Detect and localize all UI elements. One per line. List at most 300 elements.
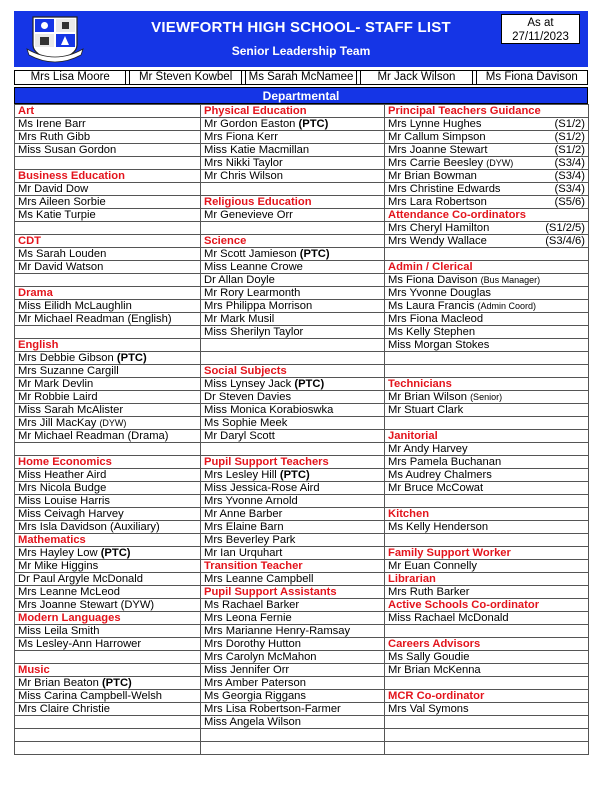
- staff-cell: [201, 118, 385, 131]
- department-heading: Science: [201, 235, 385, 248]
- slt-member: Mr Jack Wilson: [360, 71, 472, 84]
- staff-name: Ms Fiona Davison: [388, 274, 478, 286]
- empty-cell: [201, 222, 385, 235]
- empty-cell: [201, 443, 385, 456]
- table-row: [15, 404, 589, 417]
- table-row: [15, 560, 589, 573]
- staff-name: Mrs Leanne McLeod: [18, 586, 120, 598]
- staff-cell: [385, 651, 589, 664]
- staff-table: [14, 104, 589, 755]
- slt-member: Mr Steven Kowbel: [129, 71, 241, 84]
- staff-cell: [385, 339, 589, 352]
- staff-name: Mr David Watson: [18, 261, 104, 273]
- empty-cell: [385, 534, 589, 547]
- staff-cell: [201, 651, 385, 664]
- as-at-label: As at: [527, 17, 554, 29]
- staff-name: Mrs Lynne Hughes: [388, 118, 482, 130]
- ptc-tag: (PTC): [101, 677, 132, 689]
- staff-cell: [15, 313, 201, 326]
- role-note: (Senior): [470, 392, 503, 402]
- staff-name: Ms Kelly Henderson: [388, 521, 489, 533]
- staff-name: Mr Callum Simpson: [388, 131, 486, 143]
- department-heading: Active Schools Co-ordinator: [385, 599, 589, 612]
- role-note: (Drama): [127, 430, 169, 442]
- department-heading: CDT: [15, 235, 201, 248]
- staff-name: Mrs Christine Edwards: [388, 183, 501, 195]
- staff-name: Miss Ceivagh Harvey: [18, 508, 124, 520]
- staff-cell: [15, 703, 201, 716]
- table-row: [15, 261, 589, 274]
- staff-cell: [385, 664, 589, 677]
- staff-cell: [201, 690, 385, 703]
- staff-name: Ms Sarah Louden: [18, 248, 107, 260]
- table-row: [15, 196, 589, 209]
- staff-cell: [15, 404, 201, 417]
- staff-cell: [385, 274, 589, 287]
- staff-name: Miss Jennifer Orr: [204, 664, 290, 676]
- department-heading: Family Support Worker: [385, 547, 589, 560]
- table-row: [15, 599, 589, 612]
- department-heading: Social Subjects: [201, 365, 385, 378]
- staff-name: Dr Steven Davies: [204, 391, 292, 403]
- table-row: [15, 430, 589, 443]
- staff-name: Mrs Jill MacKay: [18, 417, 97, 429]
- staff-name: Mr David Dow: [18, 183, 89, 195]
- staff-cell: [15, 378, 201, 391]
- table-row: [15, 352, 589, 365]
- staff-cell: [385, 391, 589, 404]
- staff-name: Dr Allan Doyle: [204, 274, 275, 286]
- staff-cell: [15, 495, 201, 508]
- staff-name: Mr Mark Devlin: [18, 378, 94, 390]
- empty-cell: [15, 742, 201, 755]
- department-heading: Transition Teacher: [201, 560, 385, 573]
- empty-cell: [385, 742, 589, 755]
- table-row: [15, 157, 589, 170]
- staff-cell: [15, 300, 201, 313]
- page-title: VIEWFORTH HIGH SCHOOL- STAFF LIST: [151, 19, 451, 36]
- staff-cell: [15, 196, 201, 209]
- table-row: [15, 482, 589, 495]
- table-row: [15, 495, 589, 508]
- table-row: [15, 417, 589, 430]
- staff-name: Mrs Aileen Sorbie: [18, 196, 106, 208]
- table-row: [15, 690, 589, 703]
- staff-cell: [385, 196, 589, 209]
- table-row: [15, 222, 589, 235]
- department-heading: Librarian: [385, 573, 589, 586]
- table-row: [15, 521, 589, 534]
- department-heading: MCR Co-ordinator: [385, 690, 589, 703]
- staff-name: Miss Eilidh McLaughlin: [18, 300, 132, 312]
- staff-name: Mr Euan Connelly: [388, 560, 477, 572]
- staff-cell: [15, 625, 201, 638]
- ptc-tag: (PTC): [294, 378, 325, 390]
- table-row: [15, 456, 589, 469]
- table-row: [15, 287, 589, 300]
- department-heading: Admin / Clerical: [385, 261, 589, 274]
- staff-name: Mrs Wendy Wallace: [388, 235, 487, 247]
- staff-cell: [201, 417, 385, 430]
- staff-cell: [385, 313, 589, 326]
- department-heading: Kitchen: [385, 508, 589, 521]
- staff-name: Ms Sophie Meek: [204, 417, 288, 429]
- department-heading: Pupil Support Teachers: [201, 456, 385, 469]
- staff-name: Ms Lesley-Ann Harrower: [18, 638, 142, 650]
- empty-cell: [201, 352, 385, 365]
- table-row: [15, 469, 589, 482]
- department-heading: Mathematics: [15, 534, 201, 547]
- staff-cell: [201, 599, 385, 612]
- table-row: [15, 118, 589, 131]
- staff-name: Mr Michael Readman: [18, 313, 125, 325]
- staff-name: Miss Heather Aird: [18, 469, 107, 481]
- table-row: [15, 105, 589, 118]
- ptc-tag: (PTC): [299, 248, 330, 260]
- staff-name: Ms Katie Turpie: [18, 209, 96, 221]
- staff-name: Miss Lynsey Jack: [204, 378, 292, 390]
- staff-name: Miss Rachael McDonald: [388, 612, 509, 624]
- staff-cell: [15, 248, 201, 261]
- staff-name: Ms Sally Goudie: [388, 651, 470, 663]
- staff-cell: [15, 521, 201, 534]
- staff-cell: [385, 586, 589, 599]
- table-row: [15, 391, 589, 404]
- staff-cell: [385, 118, 589, 131]
- role-note: (Bus Manager): [480, 275, 541, 285]
- staff-cell: [201, 391, 385, 404]
- staff-cell: [201, 469, 385, 482]
- table-row: [15, 339, 589, 352]
- header-banner: [14, 11, 588, 67]
- department-heading: English: [15, 339, 201, 352]
- empty-cell: [385, 352, 589, 365]
- staff-name: Mrs Carolyn McMahon: [204, 651, 317, 663]
- staff-name: Mrs Suzanne Cargill: [18, 365, 119, 377]
- table-row: [15, 183, 589, 196]
- staff-cell: [15, 118, 201, 131]
- staff-name: Mr Chris Wilson: [204, 170, 283, 182]
- staff-cell: [201, 430, 385, 443]
- staff-cell: [201, 677, 385, 690]
- staff-name: Mr Stuart Clark: [388, 404, 464, 416]
- staff-cell: [385, 170, 589, 183]
- table-row: [15, 677, 589, 690]
- department-heading: Home Economics: [15, 456, 201, 469]
- staff-name: Dr Paul Argyle McDonald: [18, 573, 143, 585]
- as-at-box: [501, 14, 580, 44]
- staff-cell: [201, 638, 385, 651]
- departmental-heading: Departmental: [14, 87, 588, 104]
- staff-cell: [201, 157, 385, 170]
- table-row: [15, 547, 589, 560]
- empty-cell: [15, 222, 201, 235]
- staff-cell: [385, 300, 589, 313]
- staff-cell: [15, 573, 201, 586]
- staff-cell: [201, 625, 385, 638]
- role-note: (Auxiliary): [110, 521, 160, 533]
- staff-name: Mrs Lisa Robertson-Farmer: [204, 703, 341, 715]
- staff-name: Mrs Yvonne Douglas: [388, 287, 492, 299]
- table-row: [15, 612, 589, 625]
- table-row: [15, 209, 589, 222]
- table-row: [15, 729, 589, 742]
- staff-name: Miss Angela Wilson: [204, 716, 301, 728]
- slt-member: Mrs Lisa Moore: [14, 71, 126, 84]
- staff-cell: [385, 222, 589, 235]
- staff-cell: [201, 248, 385, 261]
- staff-cell: [15, 482, 201, 495]
- staff-cell: [201, 300, 385, 313]
- staff-name: Mr Scott Jamieson: [204, 248, 297, 260]
- staff-name: Mrs Debbie Gibson: [18, 352, 114, 364]
- staff-name: Mrs Claire Christie: [18, 703, 110, 715]
- staff-name: Mrs Joanne Stewart: [18, 599, 118, 611]
- empty-cell: [385, 495, 589, 508]
- staff-cell: [385, 521, 589, 534]
- staff-cell: [201, 209, 385, 222]
- staff-name: Miss Sherilyn Taylor: [204, 326, 304, 338]
- staff-name: Miss Carina Campbell-Welsh: [18, 690, 163, 702]
- staff-name: Mrs Cheryl Hamilton: [388, 222, 490, 234]
- staff-cell: [201, 170, 385, 183]
- ptc-tag: (PTC): [116, 352, 147, 364]
- staff-cell: [385, 404, 589, 417]
- role-note: (DYW): [120, 599, 155, 611]
- table-row: [15, 365, 589, 378]
- department-heading: Religious Education: [201, 196, 385, 209]
- staff-cell: [15, 508, 201, 521]
- staff-cell: [201, 534, 385, 547]
- slt-member: Ms Sarah McNamee: [245, 71, 357, 84]
- staff-cell: [385, 183, 589, 196]
- empty-cell: [385, 729, 589, 742]
- staff-name: Mrs Isla Davidson: [18, 521, 107, 533]
- role-note: (English): [127, 313, 172, 325]
- staff-name: Mrs Nikki Taylor: [204, 157, 283, 169]
- staff-name: Mr Brian Beaton: [18, 677, 99, 689]
- empty-cell: [201, 742, 385, 755]
- staff-name: Ms Georgia Riggans: [204, 690, 306, 702]
- staff-name: Mrs Marianne Henry-Ramsay: [204, 625, 351, 637]
- senior-leadership-row: [14, 70, 588, 85]
- staff-name: Mr Andy Harvey: [388, 443, 468, 455]
- staff-cell: [385, 235, 589, 248]
- as-at-date: 27/11/2023: [512, 31, 569, 43]
- staff-cell: [15, 365, 201, 378]
- empty-cell: [15, 157, 201, 170]
- empty-cell: [15, 716, 201, 729]
- role-note: (Admin Coord): [477, 301, 537, 311]
- table-row: [15, 274, 589, 287]
- table-row: [15, 443, 589, 456]
- table-row: [15, 313, 589, 326]
- table-row: [15, 170, 589, 183]
- staff-cell: [201, 131, 385, 144]
- staff-cell: [201, 287, 385, 300]
- staff-name: Mr Genevieve Orr: [204, 209, 293, 221]
- staff-cell: [15, 261, 201, 274]
- table-row: [15, 508, 589, 521]
- department-heading: Drama: [15, 287, 201, 300]
- staff-cell: [15, 586, 201, 599]
- staff-name: Mr Gordon Easton: [204, 118, 296, 130]
- empty-cell: [385, 716, 589, 729]
- staff-cell: [201, 274, 385, 287]
- empty-cell: [15, 326, 201, 339]
- department-heading: Modern Languages: [15, 612, 201, 625]
- staff-name: Miss Jessica-Rose Aird: [204, 482, 320, 494]
- staff-name: Mrs Ruth Barker: [388, 586, 470, 598]
- staff-name: Mr Mike Higgins: [18, 560, 99, 572]
- table-row: [15, 638, 589, 651]
- staff-cell: [201, 612, 385, 625]
- staff-cell: [385, 482, 589, 495]
- staff-name: Mrs Yvonne Arnold: [204, 495, 298, 507]
- empty-cell: [201, 183, 385, 196]
- empty-cell: [385, 625, 589, 638]
- staff-name: Mr Anne Barber: [204, 508, 283, 520]
- empty-cell: [15, 443, 201, 456]
- year-group: (S5/6): [554, 196, 585, 208]
- staff-cell: [15, 560, 201, 573]
- empty-cell: [385, 365, 589, 378]
- staff-name: Mrs Fiona Macleod: [388, 313, 484, 325]
- slt-member: Ms Fiona Davison: [476, 71, 588, 84]
- table-row: [15, 703, 589, 716]
- staff-name: Mrs Fiona Kerr: [204, 131, 278, 143]
- staff-name: Mrs Leanne Campbell: [204, 573, 314, 585]
- staff-name: Ms Irene Barr: [18, 118, 86, 130]
- staff-cell: [385, 131, 589, 144]
- staff-cell: [385, 287, 589, 300]
- staff-name: Miss Monica Korabioswka: [204, 404, 334, 416]
- staff-name: Miss Louise Harris: [18, 495, 111, 507]
- empty-cell: [201, 339, 385, 352]
- staff-cell: [201, 703, 385, 716]
- staff-cell: [15, 599, 201, 612]
- year-group: (S3/4): [554, 157, 585, 169]
- empty-cell: [15, 651, 201, 664]
- staff-name: Mrs Joanne Stewart: [388, 144, 488, 156]
- ptc-tag: (PTC): [100, 547, 131, 559]
- staff-cell: [385, 612, 589, 625]
- staff-cell: [201, 508, 385, 521]
- senior-leadership-heading: Senior Leadership Team: [231, 44, 371, 58]
- department-heading: Art: [15, 105, 201, 118]
- staff-cell: [15, 469, 201, 482]
- staff-cell: [15, 144, 201, 157]
- department-heading: Careers Advisors: [385, 638, 589, 651]
- staff-cell: [201, 313, 385, 326]
- table-row: [15, 300, 589, 313]
- table-row: [15, 716, 589, 729]
- staff-list-sheet: [14, 11, 588, 755]
- table-row: [15, 534, 589, 547]
- year-group: (S3/4/6): [545, 235, 585, 247]
- staff-cell: [385, 443, 589, 456]
- department-heading: Music: [15, 664, 201, 677]
- table-row: [15, 131, 589, 144]
- staff-cell: [15, 690, 201, 703]
- role-note: (DYW): [486, 158, 514, 168]
- staff-name: Ms Kelly Stephen: [388, 326, 476, 338]
- staff-name: Mrs Elaine Barn: [204, 521, 284, 533]
- staff-name: Mr Brian Wilson: [388, 391, 467, 403]
- staff-cell: [15, 638, 201, 651]
- empty-cell: [385, 417, 589, 430]
- table-row: [15, 664, 589, 677]
- table-row: [15, 573, 589, 586]
- staff-cell: [15, 430, 201, 443]
- staff-cell: [201, 521, 385, 534]
- staff-name: Mr Daryl Scott: [204, 430, 275, 442]
- staff-cell: [385, 157, 589, 170]
- staff-cell: [201, 404, 385, 417]
- empty-cell: [201, 729, 385, 742]
- staff-cell: [201, 547, 385, 560]
- staff-name: Mrs Pamela Buchanan: [388, 456, 502, 468]
- year-group: (S3/4): [554, 183, 585, 195]
- staff-cell: [15, 352, 201, 365]
- table-row: [15, 235, 589, 248]
- staff-name: Mrs Philippa Morrison: [204, 300, 313, 312]
- ptc-tag: (PTC): [279, 469, 310, 481]
- staff-name: Mr Robbie Laird: [18, 391, 98, 403]
- staff-cell: [385, 560, 589, 573]
- staff-name: Mr Brian McKenna: [388, 664, 481, 676]
- role-note: (DYW): [99, 418, 127, 428]
- staff-cell: [15, 417, 201, 430]
- staff-name: Miss Leila Smith: [18, 625, 100, 637]
- staff-name: Mr Michael Readman: [18, 430, 125, 442]
- table-row: [15, 248, 589, 261]
- table-row: [15, 586, 589, 599]
- staff-name: Mrs Beverley Park: [204, 534, 296, 546]
- table-row: [15, 742, 589, 755]
- year-group: (S3/4): [554, 170, 585, 182]
- staff-name: Mr Ian Urquhart: [204, 547, 283, 559]
- staff-cell: [15, 183, 201, 196]
- staff-cell: [385, 469, 589, 482]
- empty-cell: [15, 274, 201, 287]
- table-row: [15, 625, 589, 638]
- staff-name: Mrs Leona Fernie: [204, 612, 292, 624]
- staff-cell: [15, 391, 201, 404]
- staff-name: Miss Morgan Stokes: [388, 339, 490, 351]
- staff-cell: [201, 495, 385, 508]
- year-group: (S1/2): [554, 118, 585, 130]
- staff-cell: [201, 261, 385, 274]
- staff-name: Mrs Val Symons: [388, 703, 469, 715]
- table-row: [15, 326, 589, 339]
- staff-name: Miss Susan Gordon: [18, 144, 117, 156]
- staff-cell: [201, 482, 385, 495]
- staff-name: Miss Sarah McAlister: [18, 404, 124, 416]
- staff-name: Mr Mark Musil: [204, 313, 275, 325]
- staff-name: Mr Brian Bowman: [388, 170, 477, 182]
- table-row: [15, 651, 589, 664]
- department-heading: Attendance Co-ordinators: [385, 209, 589, 222]
- staff-cell: [15, 209, 201, 222]
- staff-name: Ms Rachael Barker: [204, 599, 300, 611]
- staff-cell: [201, 144, 385, 157]
- staff-name: Mrs Hayley Low: [18, 547, 98, 559]
- department-heading: Janitorial: [385, 430, 589, 443]
- staff-name: Mrs Amber Paterson: [204, 677, 306, 689]
- year-group: (S1/2): [554, 131, 585, 143]
- year-group: (S1/2/5): [545, 222, 585, 234]
